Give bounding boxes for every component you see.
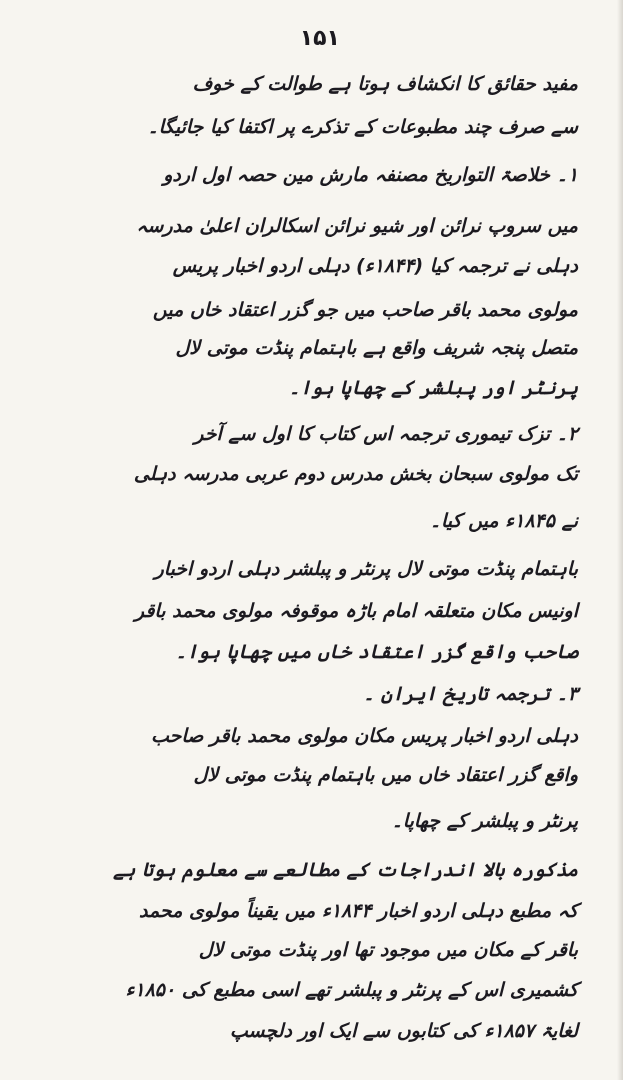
text-line-19: مذکورہ بالا اندراجات کے مطالعے سے معلوم ہوتا ہے [113, 859, 578, 881]
text-line-16: دہلی اردو اخبار پریس مکان مولوی محمد باقر صاحب [151, 725, 578, 747]
text-line-17: واقع گزر اعتقاد خاں میں باہتمام پنڈت موتی لال [193, 764, 578, 786]
text-line-13: اونیس مکان متعلقہ امام باڑہ موقوفہ مولوی محمد باقر [134, 600, 578, 622]
text-line-5: دہلی نے ترجمہ کیا (۱۸۴۴ء) دہلی اردو اخبار پریس [172, 255, 578, 277]
text-line-8: پرنٹر اور پبلشر کے چھاپا ہوا۔ [288, 377, 578, 399]
text-line-23: لغایۃ ۱۸۵۷ء کی کتابوں سے ایک اور دلچسپ [229, 1020, 578, 1042]
text-line-15: ۳۔ ترجمہ تاریخ ایران ۔ [363, 683, 578, 705]
text-line-20: کہ مطبع دہلی اردو اخبار ۱۸۴۴ء میں یقیناً مولوی محمد [138, 900, 578, 922]
text-line-1: مفید حقائق کا انکشاف ہوتا ہے طوالت کے خوف [192, 73, 578, 95]
text-line-3: ۱۔ خلاصۃ التواریخ مصنفہ مارش مین حصہ اول اردو [163, 164, 578, 186]
text-line-7: متصل پنجہ شریف واقع ہے باہتمام پنڈت موتی لال [175, 337, 578, 359]
page-edge-shadow [617, 0, 623, 1080]
text-line-2: سے صرف چند مطبوعات کے تذکرے پر اکتفا کیا جائیگا۔ [147, 116, 578, 138]
text-line-14: صاحب واقع گزر اعتقاد خاں میں چھاپا ہوا۔ [175, 641, 578, 663]
text-line-18: پرنٹر و پبلشر کے چھاپا۔ [391, 810, 578, 832]
text-line-6: مولوی محمد باقر صاحب میں جو گزر اعتقاد خاں میں [152, 299, 578, 321]
text-line-10: تک مولوی سبحان بخش مدرس دوم عربی مدرسہ دہلی [133, 463, 578, 485]
page-number: ۱۵۱ [299, 26, 340, 51]
text-line-9: ۲۔ تزک تیموری ترجمہ اس کتاب کا اول سے آخر [194, 423, 578, 445]
text-line-22: کشمیری اس کے پرنٹر و پبلشر تھے اسی مطبع کی ۱۸۵۰ء [125, 979, 578, 1001]
text-line-12: باہتمام پنڈت موتی لال پرنٹر و پبلشر دہلی اردو اخبار [154, 558, 578, 580]
text-line-4: میں سروپ نرائن اور شیو نرائن اسکالران اعلیٰ مدرسہ [136, 215, 578, 237]
text-line-11: نے ۱۸۴۵ء میں کیا۔ [429, 510, 578, 532]
text-line-21: باقر کے مکان میں موجود تھا اور پنڈت موتی لال [198, 939, 578, 961]
